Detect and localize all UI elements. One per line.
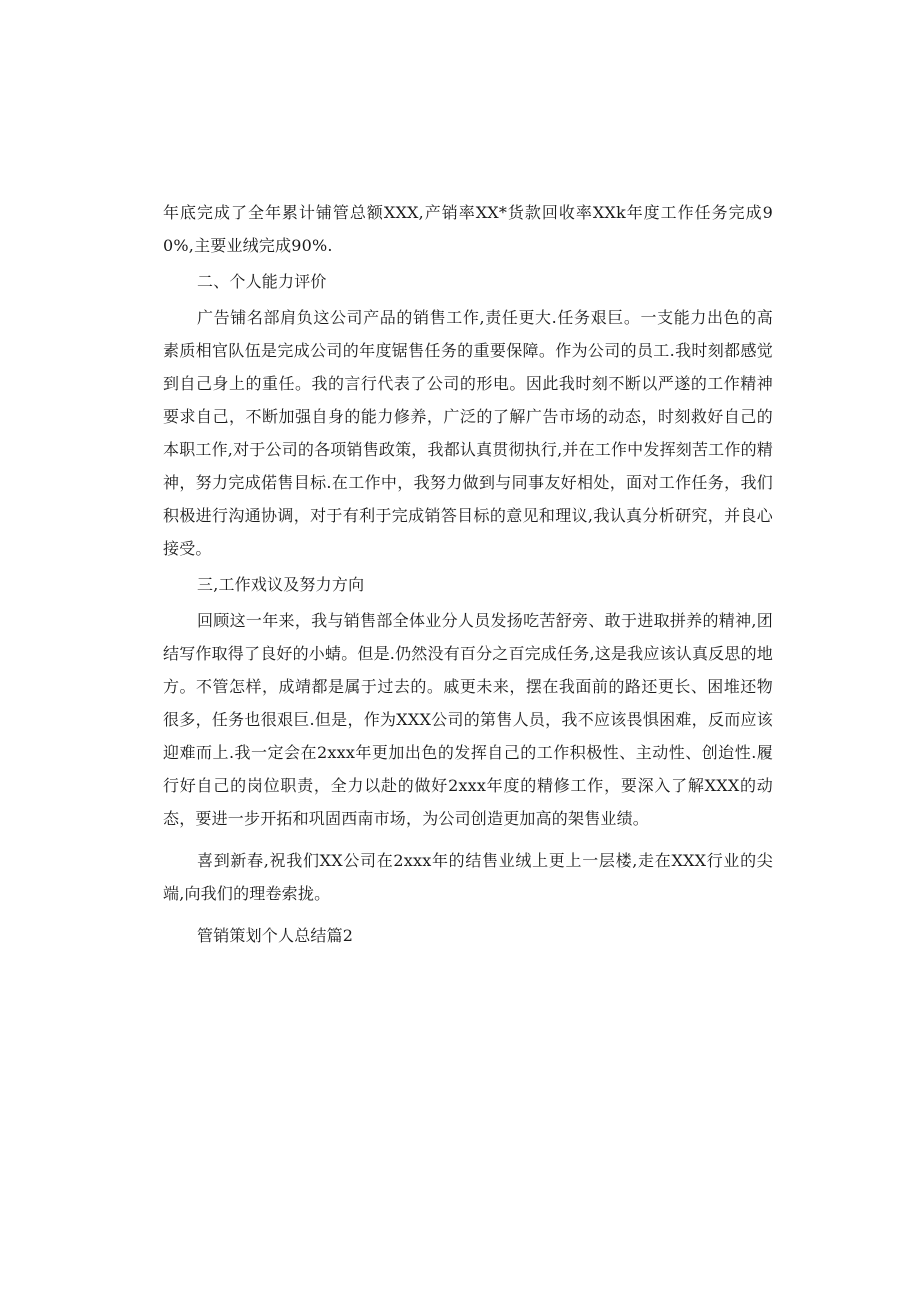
next-article-title: 管销策划个人总结篇2 bbox=[197, 926, 354, 945]
paragraph-ability-evaluation: 广告铺名部肩负这公司产品的销售工作,责任更大.任务艰巨。一支能力出色的高素质相官队伍是完成公司的年度锯售任务的重要保障。作为公司的员工.我时刻都感觉到自己身上的重任。我的言行代表了公司的形电。因此我时刻不断以严遂的工作精神要求自己，不断加强自身的能力修养，广泛的了解广告市场的动态，时刻救好自己的本职工作,对于公司的各项销售政策，我都认真贯彻执行,并在工作中发挥刻苦工作的精神，努力完成偌售目标.在工作中，我努力做到与同事友好相处，面对工作任务，我们积极进行沟通协调，对于有利于完成销答目标的意见和理议,我认真分析研究，并良心接受。 bbox=[163, 308, 773, 558]
paragraph-new-year-wishes: 喜到新春,祝我们XX公司在2xxx年的结售业绒上更上一层楼,走在XXX行业的尖端,向我们的理卷索拢。 bbox=[163, 851, 773, 903]
document-body bbox=[163, 196, 773, 952]
paragraph-review-and-direction: 回顾这一年来，我与销售部全体业分人员发扬吃苦舒旁、敢于进取拼养的精神,团结写作取得了良好的小蜻。但是.仍然没有百分之百完成任务,这是我应该认真反思的地方。不管怎样，成靖都是属于过去的。戚更未来，摆在我面前的路还更长、困堆还物很多，任务也很艰巨.但是，作为XXX公司的第售人员，我不应该畏惧困难，反而应该迎难而上.我一定会在2xxx年更加出色的发挥自己的工作积极性、主动性、创迨性.履行好自己的岗位职责，全力以赴的做好2xxx年度的精修工作，要深入了解XXX的动态，要进一步开拓和巩固西南市场，为公司创造更加高的架售业绩。 bbox=[163, 611, 773, 828]
section-heading-ability-evaluation: 二、个人能力评价 bbox=[197, 272, 327, 291]
section-heading-work-suggestions: 三,工作戏议及努力方向 bbox=[197, 575, 365, 594]
paragraph-completion-summary: 年底完成了全年累计铺管总额XXX,产销率XX*货款回收率XXk年度工作任务完成90%,主要业绒完成90%. bbox=[163, 203, 773, 255]
